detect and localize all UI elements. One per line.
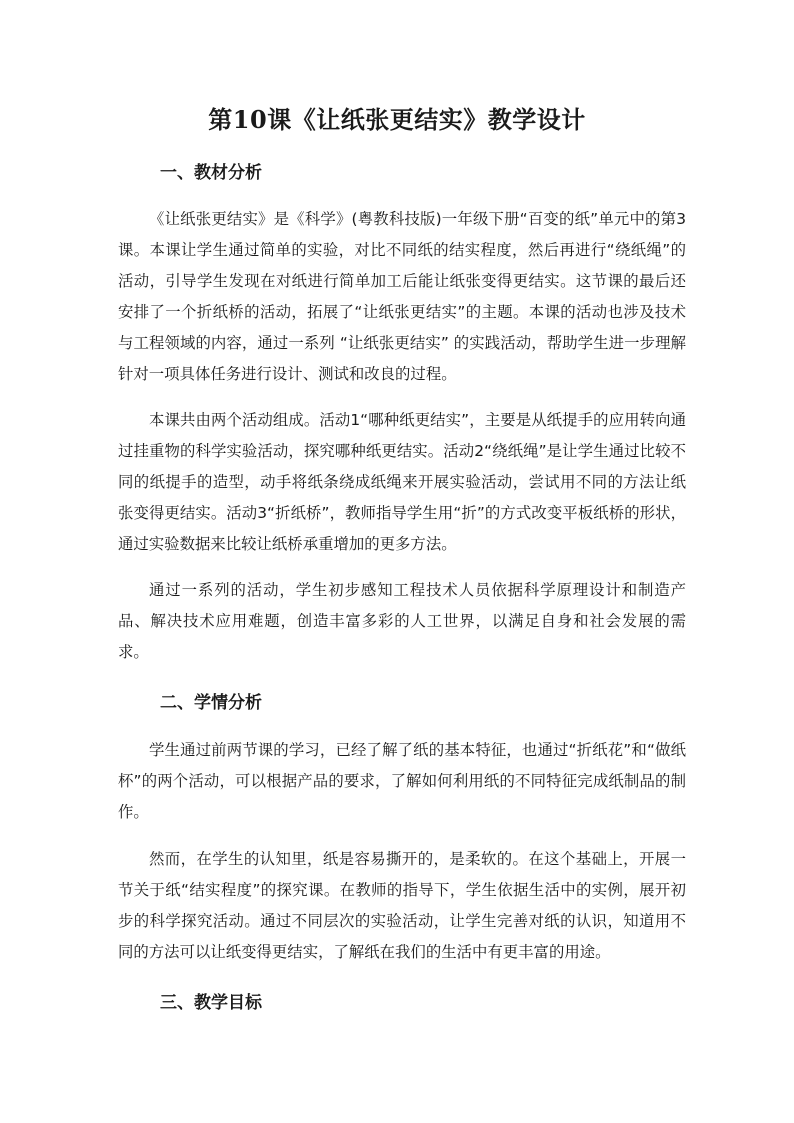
paragraph-student-analysis-2: 然而，在学生的认知里，纸是容易撕开的，是柔软的。在这个基础上，开展一节关于纸“结实程度”的探究课。在教师的指导下，学生依据生活中的实例，展开初步的科学探究活动。通过不同层次的实验活动，让学生完善对纸的认识，知道用不同的方法可以让纸变得更结实，了解纸在我们的生活中有更丰富的用途。 [118,850,686,961]
section-heading-textbook-analysis: 一、教材分析 [160,163,262,183]
section-heading-student-analysis: 二、学情分析 [160,693,262,713]
paragraph-textbook-analysis-1: 《让纸张更结实》是《科学》(粤教科技版)一年级下册“百变的纸”单元中的第3课。本课让学生通过简单的实验，对比不同纸的结实程度，然后再进行“绕纸绳”的活动，引导学生发现在对纸进行简单加工后能让纸张变得更结实。这节课的最后还安排了一个折纸桥的活动，拓展了“让纸张更结实”的主题。本课的活动也涉及技术与工程领域的内容，通过一系列 “让纸张更结实” 的实践活动，帮助学生进一步理解针对一项具体任务进行设计、测试和改良的过程。 [118,210,686,383]
paragraph-student-analysis-1: 学生通过前两节课的学习，已经了解了纸的基本特征，也通过“折纸花”和“做纸杯”的两个活动，可以根据产品的要求，了解如何利用纸的不同特征完成纸制品的制作。 [118,741,686,821]
document-title: 第10课《让纸张更结实》教学设计 [208,105,586,134]
paragraph-textbook-analysis-3: 通过一系列的活动，学生初步感知工程技术人员依据科学原理设计和制造产品、解决技术应用难题，创造丰富多彩的人工世界，以满足自身和社会发展的需求。 [118,581,686,661]
paragraph-textbook-analysis-2: 本课共由两个活动组成。活动1“哪种纸更结实”，主要是从纸提手的应用转向通过挂重物的科学实验活动，探究哪种纸更结实。活动2“绕纸绳”是让学生通过比较不同的纸提手的造型，动手将纸条绕成纸绳来开展实验活动，尝试用不同的方法让纸张变得更结实。活动3“折纸桥”，教师指导学生用“折”的方式改变平板纸桥的形状，通过实验数据来比较让纸桥承重增加的更多方法。 [118,411,686,553]
section-heading-teaching-objectives: 三、教学目标 [160,993,262,1013]
